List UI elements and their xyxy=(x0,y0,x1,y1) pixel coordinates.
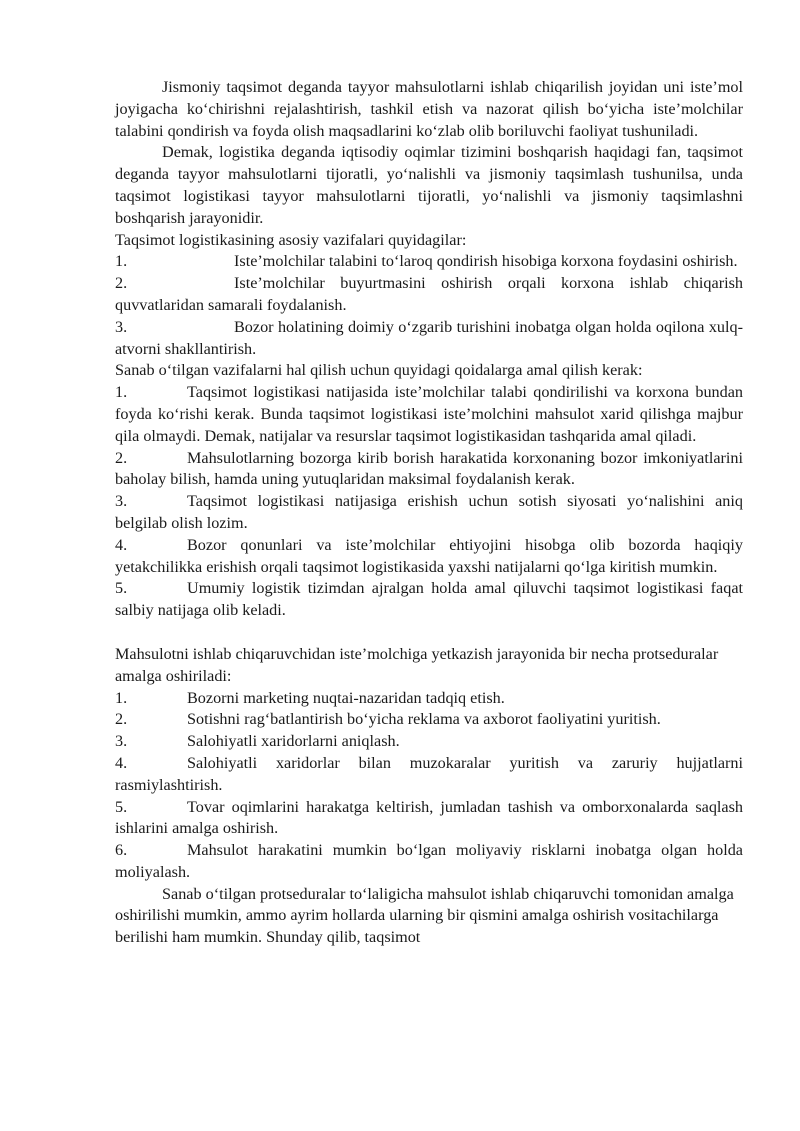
list-item xyxy=(115,731,743,753)
list-item xyxy=(115,578,743,622)
paragraph-tasks-intro: Taqsimot logistikasining asosiy vazifalari quyidagilar: xyxy=(115,230,467,249)
list-text: Mahsulotlarning bozorga kirib borish harakatida korxonaning bozor imkoniyatlarini baholay bilish, hamda uning yutuqlaridan maksimal foydalanish kerak. xyxy=(115,448,743,489)
list-number: 3. xyxy=(115,732,128,751)
list-number: 2. xyxy=(115,710,128,729)
list-text: Bozorni marketing nuqtai-nazaridan tadqiq etish. xyxy=(187,688,505,707)
rules-list xyxy=(115,382,743,622)
blank-line xyxy=(115,622,743,644)
list-number: 4. xyxy=(115,535,128,554)
list-item xyxy=(115,448,743,492)
list-item xyxy=(115,317,743,361)
paragraph-closing: Sanab o‘tilgan protseduralar to‘laligicha mahsulot ishlab chiqaruvchi tomonidan amalga oshirilishi mumkin, ammo ayrim hollarda ularning bir qismini amalga oshirish vositachilarga berilishi ham mumkin. Shunday qilib, taqsimot xyxy=(115,884,734,947)
list-number: 4. xyxy=(115,753,128,772)
paragraph-rules-intro: Sanab o‘tilgan vazifalarni hal qilish uchun quyidagi qoidalarga amal qilish kerak: xyxy=(115,361,643,380)
list-number: 1. xyxy=(115,383,128,402)
list-text: Sotishni rag‘batlantirish bo‘yicha reklama va axborot faoliyatini yuritish. xyxy=(187,710,661,729)
document-page xyxy=(115,77,743,949)
paragraph-physical-distribution: Jismoniy taqsimot deganda tayyor mahsulotlarni ishlab chiqarilish joyidan uni iste’mol joyigacha ko‘chirishni rejalashtirish, tashkil etish va nazorat qilish bo‘yicha iste’molchilar talabini qondirish va foyda olish maqsadlarini ko‘zlab olib boriluvchi faoliyat tushuniladi. xyxy=(115,78,743,140)
list-text: Umumiy logistik tizimdan ajralgan holda amal qiluvchi taqsimot logistikasi faqat salbiy natijaga olib keladi. xyxy=(115,579,743,620)
paragraph-logistics-definition: Demak, logistika deganda iqtisodiy oqimlar tizimini boshqarish haqidagi fan, taqsimot deganda tayyor mahsulotlarni tijoratli, yo‘nalishli va jismoniy taqsimlash tushunilsa, unda taqsimot logistikasi tayyor mahsulotlarni tijoratli, yo‘nalishli va jismoniy taqsimlashni boshqarish jarayonidir. xyxy=(115,143,743,227)
list-item xyxy=(115,797,743,841)
list-text: Iste’molchilar talabini to‘laroq qondirish hisobiga korxona foydasini oshirish. xyxy=(234,252,738,271)
list-text: Tovar oqimlarini harakatga keltirish, jumladan tashish va omborxonalarda saqlash ishlarini amalga oshirish. xyxy=(115,797,743,838)
list-text: Iste’molchilar buyurtmasini oshirish orqali korxona ishlab chiqarish quvvatlaridan samarali foydalanish. xyxy=(115,274,743,314)
procedures-list xyxy=(115,688,743,884)
list-item xyxy=(115,688,743,710)
list-number: 2. xyxy=(115,448,128,467)
list-number: 3. xyxy=(115,492,128,511)
list-number: 6. xyxy=(115,841,128,860)
list-text: Taqsimot logistikasi natijasida iste’molchilar talabi qondirilishi va korxona bundan foyda ko‘rishi kerak. Bunda taqsimot logistikasi iste’molchini mahsulot xarid qilishga majbur qila olmaydi. Demak, natijalar va resurslar taqsimot logistikasidan tashqarida amal qiladi. xyxy=(115,383,743,445)
paragraph-procedures-intro: Mahsulotni ishlab chiqaruvchidan iste’molchiga yetkazish jarayonida bir necha protseduralar amalga oshiriladi: xyxy=(115,644,719,685)
list-text: Taqsimot logistikasi natijasiga erishish uchun sotish siyosati yo‘nalishini aniq belgilab olish lozim. xyxy=(115,492,743,532)
list-text: Salohiyatli xaridorlarni aniqlash. xyxy=(187,732,400,751)
list-item xyxy=(115,491,743,535)
list-item xyxy=(115,382,743,447)
list-item xyxy=(115,709,743,731)
list-item xyxy=(115,535,743,579)
list-number: 1. xyxy=(115,252,128,271)
list-number: 2. xyxy=(115,274,128,293)
list-number: 1. xyxy=(115,688,128,707)
list-item xyxy=(115,273,743,317)
list-text: Mahsulot harakatini mumkin bo‘lgan moliyaviy risklarni inobatga olgan holda moliyalash. xyxy=(115,841,743,881)
list-number: 5. xyxy=(115,579,128,598)
list-item xyxy=(115,753,743,797)
list-number: 5. xyxy=(115,797,128,816)
list-text: Bozor qonunlari va iste’molchilar ehtiyojini hisobga olib bozorda haqiqiy yetakchilikka erishish orqali taqsimot logistikasida yaxshi natijalarni qo‘lga kiritish mumkin. xyxy=(115,535,743,576)
list-item xyxy=(115,840,743,884)
tasks-list xyxy=(115,251,743,360)
list-text: Salohiyatli xaridorlar bilan muzokaralar yuritish va zaruriy hujjatlarni rasmiylashtirish. xyxy=(115,753,743,794)
list-text: Bozor holatining doimiy o‘zgarib turishini inobatga olgan holda oqilona xulq-atvorni shakllantirish. xyxy=(115,317,743,358)
list-number: 3. xyxy=(115,317,128,336)
list-item xyxy=(115,251,743,273)
